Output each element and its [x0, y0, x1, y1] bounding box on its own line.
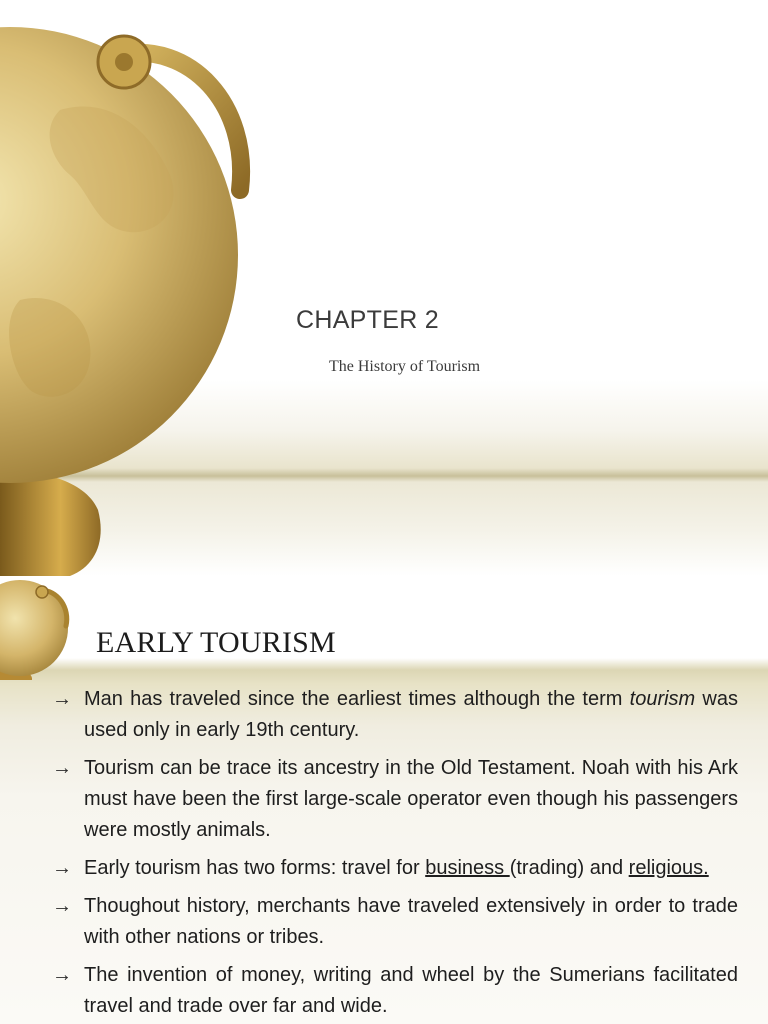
- list-item: [52, 960, 738, 1022]
- bullet-underline: business: [425, 857, 510, 879]
- chapter-subtitle: The History of Tourism: [329, 358, 481, 375]
- bullet-emphasis: tourism: [629, 688, 696, 710]
- bullet-text: Thoughout history, merchants have traveled extensively in order to trade with other nations or tribes.: [84, 895, 738, 948]
- arrow-bullet-icon: →: [52, 757, 72, 779]
- bullet-text: Man has traveled since the earliest times although the term: [84, 688, 630, 710]
- bullet-underline: religious.: [628, 857, 709, 879]
- list-item: [52, 684, 738, 746]
- slide-title: EARLY TOURISM: [96, 626, 336, 659]
- arrow-bullet-icon: →: [52, 857, 72, 879]
- list-item: [52, 891, 738, 953]
- bullet-text: Tourism can be trace its ancestry in the Old Testament. Noah with his Ark must have been the first large-scale operator even though his passengers were mostly animals.: [84, 757, 738, 841]
- bullet-list: [52, 684, 738, 1024]
- content-slide: [0, 576, 768, 1024]
- bullet-text: was used only in early 19th century.: [84, 688, 738, 741]
- list-item: [52, 853, 738, 884]
- arrow-bullet-icon: →: [52, 895, 72, 917]
- arrow-bullet-icon: →: [52, 964, 72, 986]
- globe-icon: [0, 580, 72, 680]
- bullet-text: The invention of money, writing and wheel by the Sumerians facilitated travel and trade over far and wide.: [84, 964, 738, 1017]
- chapter-title: CHAPTER 2: [296, 306, 440, 334]
- bullet-text: Early tourism has two forms: travel for: [84, 857, 426, 879]
- bullet-text: (trading) and: [509, 857, 629, 879]
- arrow-bullet-icon: →: [52, 688, 72, 710]
- list-item: [52, 753, 738, 846]
- globe-icon: [0, 0, 260, 576]
